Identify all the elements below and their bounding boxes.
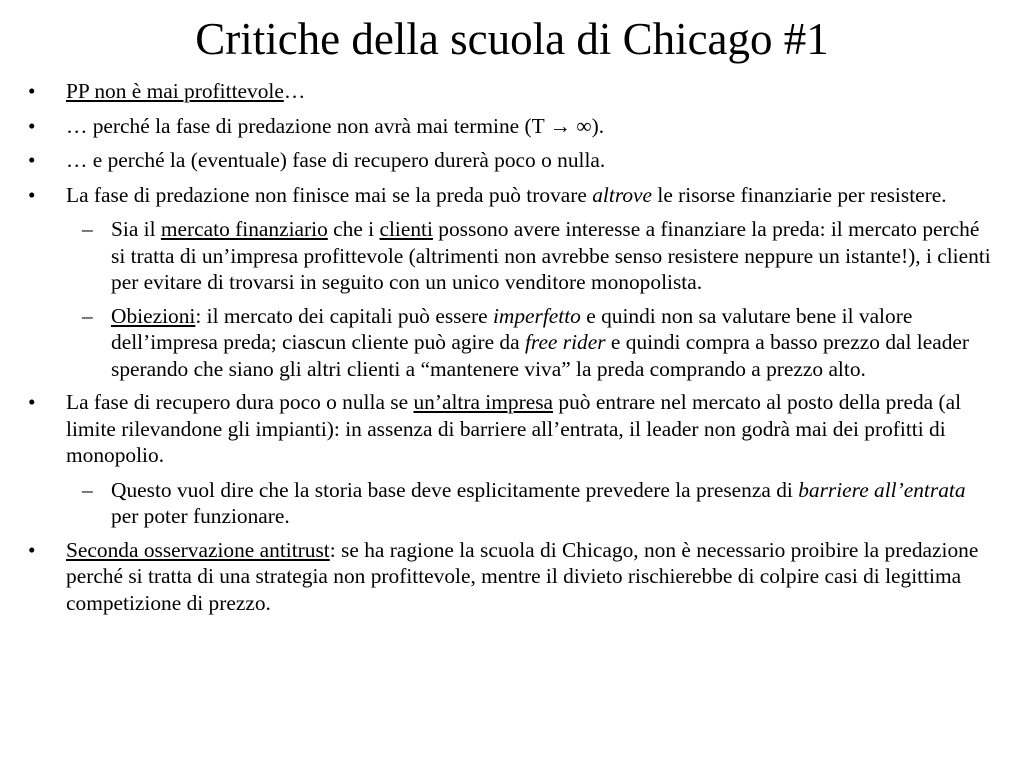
bullet-item xyxy=(0,78,1004,105)
text-segment: per poter funzionare. xyxy=(111,504,290,528)
bullet-text xyxy=(66,114,604,138)
text-segment: e quindi non sa valutare bene il valore dell’impresa preda; ciascun cliente può agire da xyxy=(111,303,913,354)
underlined-text: clienti xyxy=(379,217,433,241)
text-segment: Sia il xyxy=(111,217,161,241)
bullet-marker: • xyxy=(28,537,36,562)
bullet-item xyxy=(0,113,1004,140)
bullet-item xyxy=(0,537,1004,617)
dash-marker: – xyxy=(82,477,93,502)
italic-text: barriere all’entrata xyxy=(798,477,966,502)
text-segment: … e perché la (eventuale) fase di recupero durerà poco o nulla. xyxy=(66,148,606,172)
text-segment: … xyxy=(283,79,306,103)
text-segment: : il mercato dei capitali può essere xyxy=(195,303,493,328)
dash-marker: – xyxy=(82,303,93,328)
text-segment: La fase di predazione non finisce mai se la preda può trovare xyxy=(66,182,593,207)
bullet-text xyxy=(111,217,991,294)
text-segment: le risorse finanziarie per resistere. xyxy=(652,182,947,207)
bullet-marker: • xyxy=(28,113,36,138)
bullet-marker: • xyxy=(28,148,36,172)
italic-text: altrove xyxy=(592,182,653,207)
text-segment: può entrare nel mercato al posto della preda (al limite rilevandone gli impianti): in assenza di barriere all’entrata, il leader non godrà mai dei profitti di monopolio. xyxy=(66,390,962,467)
text-segment: possono avere interesse a finanziare la preda: il mercato perché si tratta di un’impresa profittevole (altrimenti non avrebbe senso resistere neppure un istante!), i clienti per evitare di trovarsi in seguito con un unico venditore monopolista. xyxy=(111,217,991,294)
sub-bullet-item xyxy=(0,477,996,530)
text-segment: e quindi compra a basso prezzo dal leader sperando che siano gli altri clienti a “mantenere viva” la preda comprando a prezzo alto. xyxy=(111,330,970,381)
bullet-text xyxy=(66,538,978,615)
bullet-item xyxy=(0,389,1004,469)
text-segment: Questo vuol dire che la storia base deve esplicitamente prevedere la presenza di xyxy=(111,477,799,502)
underlined-text: PP non è mai profittevole xyxy=(66,79,284,103)
bullet-marker: • xyxy=(28,79,36,103)
italic-text: free rider xyxy=(524,330,606,354)
bullet-marker: • xyxy=(28,390,36,414)
bullet-text xyxy=(66,183,947,207)
underlined-text: Obiezioni xyxy=(111,303,196,328)
underlined-text: Seconda osservazione antitrust xyxy=(66,537,330,562)
slide-title: Critiche della scuola di Chicago #1 xyxy=(195,14,829,64)
sub-bullet-item xyxy=(0,216,996,296)
bullet-marker: • xyxy=(28,182,36,207)
bullet-item xyxy=(0,147,1004,174)
underlined-text: un’altra impresa xyxy=(413,390,554,414)
bullet-item xyxy=(0,182,1004,209)
text-segment: che i xyxy=(327,217,380,241)
italic-text: imperfetto xyxy=(492,303,581,328)
bullet-text xyxy=(66,79,305,103)
bullet-list xyxy=(0,78,1024,624)
bullet-text xyxy=(111,478,966,529)
dash-marker: – xyxy=(82,217,93,241)
text-segment: : se ha ragione la scuola di Chicago, non è necessario proibire la predazione perché si tratta di una strategia non profittevole, mentre il divieto rischierebbe di colpire casi di legittima competizione di prezzo. xyxy=(66,537,979,615)
bullet-text xyxy=(111,304,969,381)
sub-bullet-item xyxy=(0,303,996,383)
underlined-text: mercato finanziario xyxy=(160,217,328,241)
bullet-text xyxy=(66,390,961,467)
text-segment: … perché la fase di predazione non avrà mai termine (T → ∞). xyxy=(66,113,605,138)
bullet-text xyxy=(66,148,605,172)
text-segment: La fase di recupero dura poco o nulla se xyxy=(66,390,414,414)
